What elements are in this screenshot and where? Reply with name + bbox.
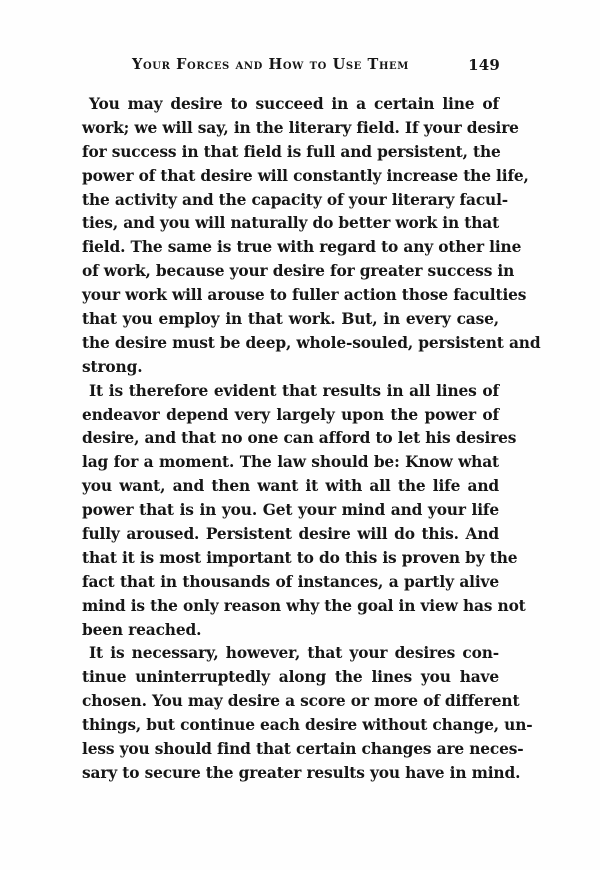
text-line: fact that in thousands of instances, a partly alive xyxy=(82,572,499,591)
text-line: that you employ in that work. But, in every case, xyxy=(82,310,499,329)
text-line: tinue uninterruptedly along the lines you have xyxy=(82,668,499,687)
text-line: mind is the only reason why the goal in view has not xyxy=(82,596,526,615)
text-line: power of that desire will constantly increase the life, xyxy=(82,166,529,185)
text-line: for success in that field is full and persistent, the xyxy=(82,142,501,161)
text-line: lag for a moment. The law should be: Know what xyxy=(82,453,499,472)
text-line: your work will arouse to fuller action those faculties xyxy=(82,286,527,305)
text-line: work; we will say, in the literary field. If your desire xyxy=(82,118,519,137)
running-head xyxy=(132,56,500,80)
text-line: that it is most important to do this is proven by the xyxy=(82,548,518,567)
paragraph-2 xyxy=(82,380,526,643)
text-line: desire, and that no one can afford to let his desires xyxy=(82,429,517,448)
paragraph-1 xyxy=(82,93,541,380)
text-line: strong. xyxy=(82,357,143,376)
text-line: It is therefore evident that results in all lines of xyxy=(89,381,499,400)
text-line: things, but continue each desire without change, un- xyxy=(82,716,533,735)
text-line: been reached. xyxy=(82,620,202,639)
text-line: less you should find that certain changes are neces- xyxy=(82,740,524,759)
text-line: chosen. You may desire a score or more of different xyxy=(82,692,520,711)
paragraph-3 xyxy=(82,642,533,785)
text-line: fully aroused. Persistent desire will do this. And xyxy=(82,525,499,544)
text-line: field. The same is true with regard to any other line xyxy=(82,238,522,257)
page-number: 149 xyxy=(468,56,500,74)
text-line: power that is in you. Get your mind and your life xyxy=(82,501,499,520)
text-line: the desire must be deep, whole-souled, persistent and xyxy=(82,333,541,352)
text-line: It is necessary, however, that your desires con- xyxy=(89,644,499,663)
text-line: the activity and the capacity of your literary facul- xyxy=(82,190,509,209)
text-line: sary to secure the greater results you have in mind. xyxy=(82,763,521,782)
body-text xyxy=(82,93,541,786)
text-line: ties, and you will naturally do better work in that xyxy=(82,214,500,233)
running-head-title: Your Forces and How to Use Them xyxy=(132,56,409,73)
text-line: you want, and then want it with all the life and xyxy=(82,477,499,496)
text-line: endeavor depend very largely upon the power of xyxy=(82,405,499,424)
text-line: of work, because your desire for greater success in xyxy=(82,262,515,281)
text-line: You may desire to succeed in a certain line of xyxy=(89,95,499,113)
